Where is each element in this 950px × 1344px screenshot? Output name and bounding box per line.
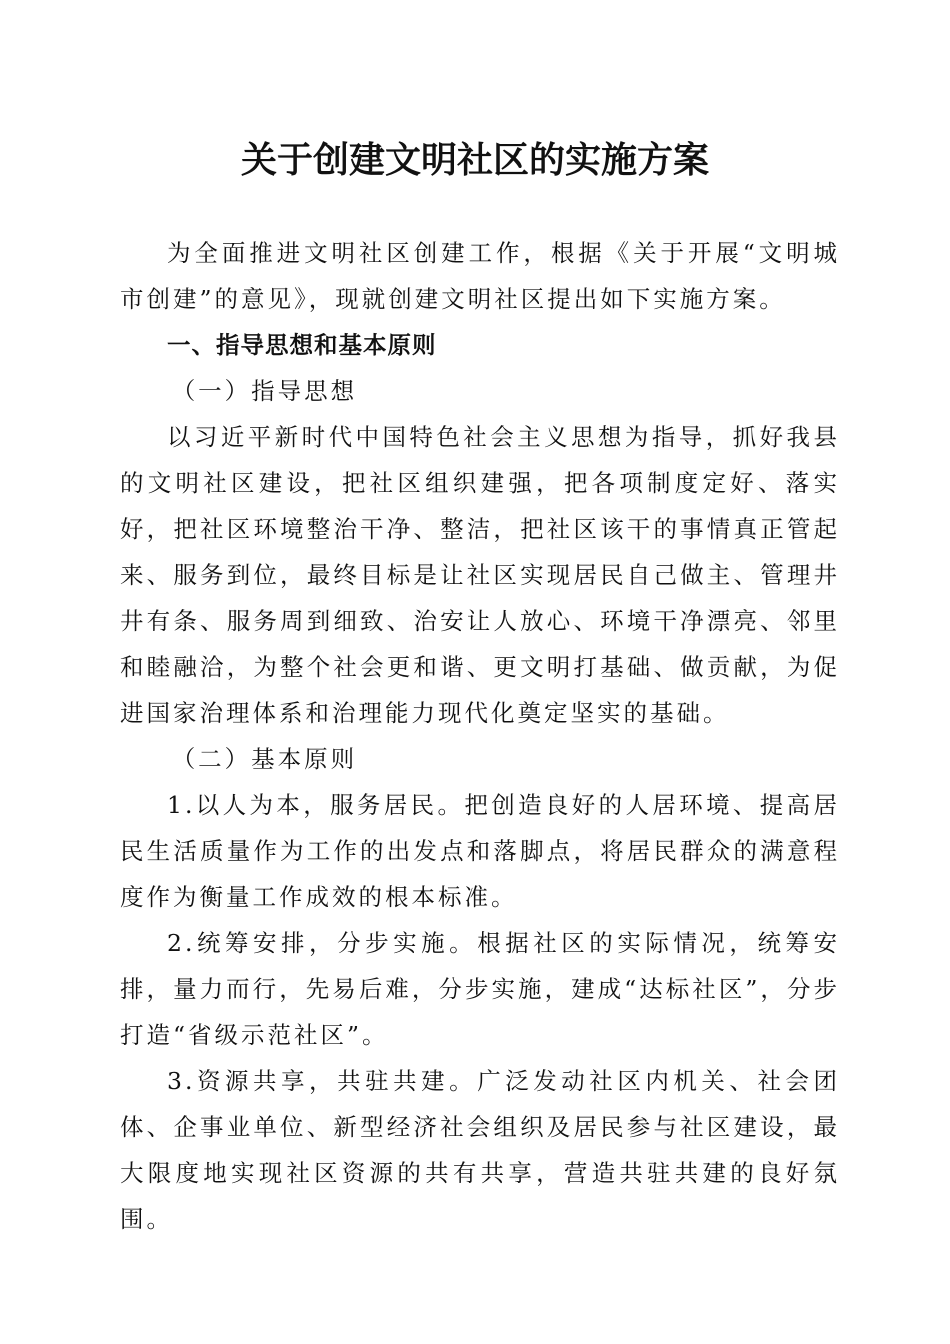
subsection-heading-guiding-thought: （一）指导思想 [171,377,358,405]
principle-2-paragraph: 2.统筹安排，分步实施。根据社区的实际情况，统筹安排，量力而行，先易后难，分步实施，建成“达标社区”，分步打造“省级示范社区”。 [120,929,840,1049]
guiding-thought-paragraph: 以习近平新时代中国特色社会主义思想为指导，抓好我县的文明社区建设，把社区组织建强，把各项制度定好、落实好，把社区环境整治干净、整洁，把社区该干的事情真正管起来、服务到位，最终目标是让社区实现居民自己做主、管理井井有条、服务周到细致、治安让人放心、环境干净漂亮、邻里和睦融洽，为整个社会更和谐、更文明打基础、做贡献，为促进国家治理体系和治理能力现代化奠定坚实的基础。 [120,423,840,727]
principle-3-paragraph: 3.资源共享，共驻共建。广泛发动社区内机关、社会团体、企事业单位、新型经济社会组织及居民参与社区建设，最大限度地实现社区资源的共有共享，营造共驻共建的良好氛围。 [120,1067,840,1233]
document-body [120,230,840,1242]
principle-1-paragraph: 1.以人为本，服务居民。把创造良好的人居环境、提高居民生活质量作为工作的出发点和落脚点，将居民群众的满意程度作为衡量工作成效的根本标准。 [120,791,840,911]
intro-paragraph: 为全面推进文明社区创建工作，根据《关于开展“文明城市创建”的意见》，现就创建文明社区提出如下实施方案。 [120,239,840,313]
document-title: 关于创建文明社区的实施方案 [240,139,709,181]
subsection-heading-basic-principles: （二）基本原则 [171,745,358,773]
section-heading-1: 一、指导思想和基本原则 [167,331,437,359]
